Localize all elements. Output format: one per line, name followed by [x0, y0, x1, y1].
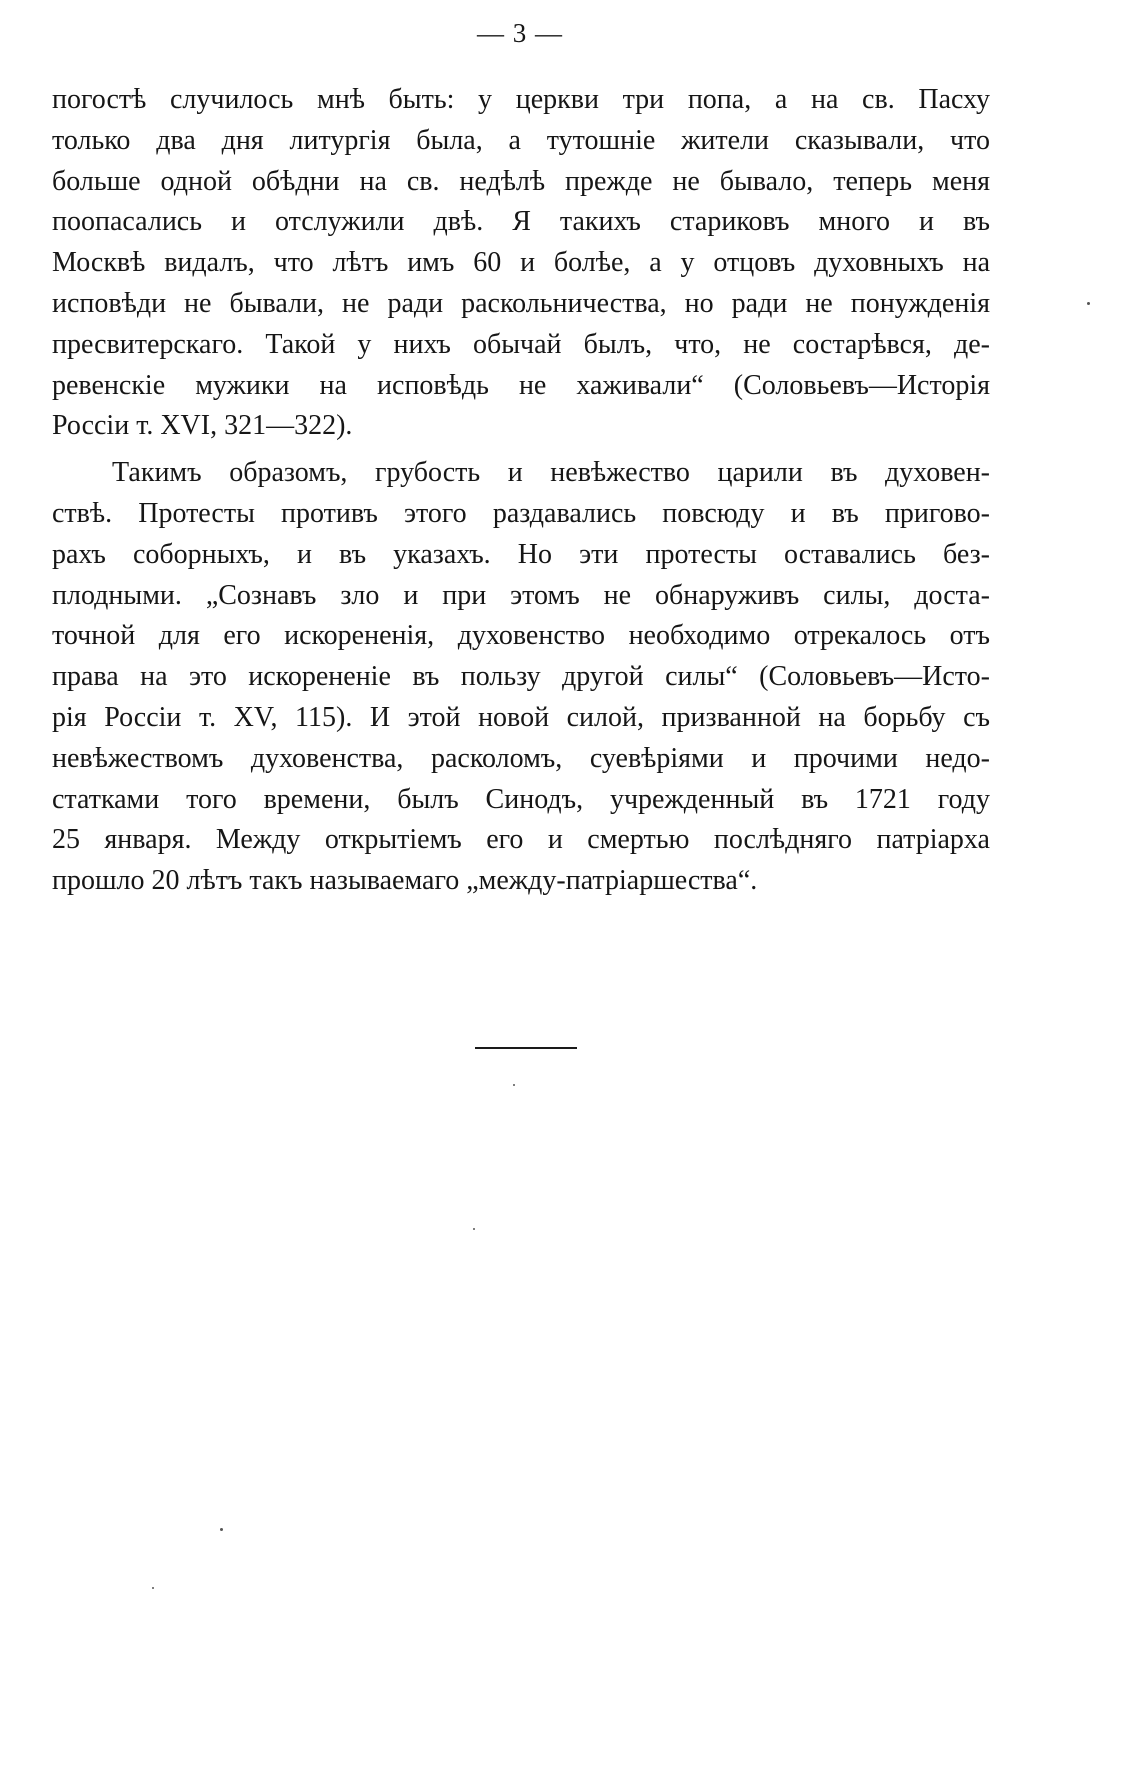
text-line: точной для его искорененія, духовенство необходимо отрекалось отъ [52, 620, 990, 652]
text-line: невѣжествомъ духовенства, расколомъ, суевѣріями и прочими недо- [52, 742, 990, 774]
text-line: только два дня литургія была, а тутошніе жители сказывали, что [52, 124, 990, 156]
paper-speck [220, 1528, 223, 1531]
text-line: пресвитерскаго. Такой у нихъ обычай былъ, что, не состарѣвся, де- [52, 328, 990, 360]
paragraph-1 [52, 80, 990, 447]
text-line: Такимъ образомъ, грубость и невѣжество царили въ духовен- [112, 457, 990, 489]
text-line: прошло 20 лѣтъ такъ называемаго „между-патріаршества“. [52, 865, 758, 897]
closing-rule [475, 1047, 577, 1049]
text-line: погостѣ случилось мнѣ быть: у церкви три попа, а на св. Пасху [52, 84, 990, 115]
text-line: исповѣди не бывали, не ради раскольничества, но ради не понужденія [52, 287, 990, 319]
paper-speck [152, 1587, 154, 1589]
paper-speck [513, 1084, 515, 1086]
text-line: 25 января. Между открытіемъ его и смертью послѣдняго патріарха [52, 824, 990, 856]
text-line: статками того времени, былъ Синодъ, учрежденный въ 1721 году [52, 783, 990, 815]
paragraph-2 [52, 453, 990, 902]
text-line: рія Россіи т. XV, 115). И этой новой силой, призванной на борьбу съ [52, 701, 990, 733]
text-line: права на это искорененіе въ пользу другой силы“ (Соловьевъ—Исто- [52, 661, 990, 693]
text-line: ревенскіе мужики на исповѣдь не хаживали“ (Соловьевъ—Исторія [52, 369, 990, 401]
text-line: Россіи т. XVI, 321—322). [52, 410, 353, 442]
text-line: больше одной обѣдни на св. недѣлѣ прежде не бывало, теперь меня [52, 165, 990, 197]
text-line: ствѣ. Протесты противъ этого раздавались повсюду и въ пригово- [52, 497, 990, 529]
text-line: Москвѣ видалъ, что лѣтъ имъ 60 и болѣе, а у отцовъ духовныхъ на [52, 247, 990, 279]
text-line: плодными. „Сознавъ зло и при этомъ не обнаруживъ силы, доста- [52, 579, 990, 611]
text-line: поопасались и отслужили двѣ. Я такихъ стариковъ много и въ [52, 206, 990, 238]
text-line: рахъ соборныхъ, и въ указахъ. Но эти протесты оставались без- [52, 538, 990, 570]
paper-speck [1087, 302, 1090, 305]
body-text [52, 80, 990, 902]
page-number: — 3 — [477, 18, 563, 48]
paper-speck [473, 1228, 475, 1230]
